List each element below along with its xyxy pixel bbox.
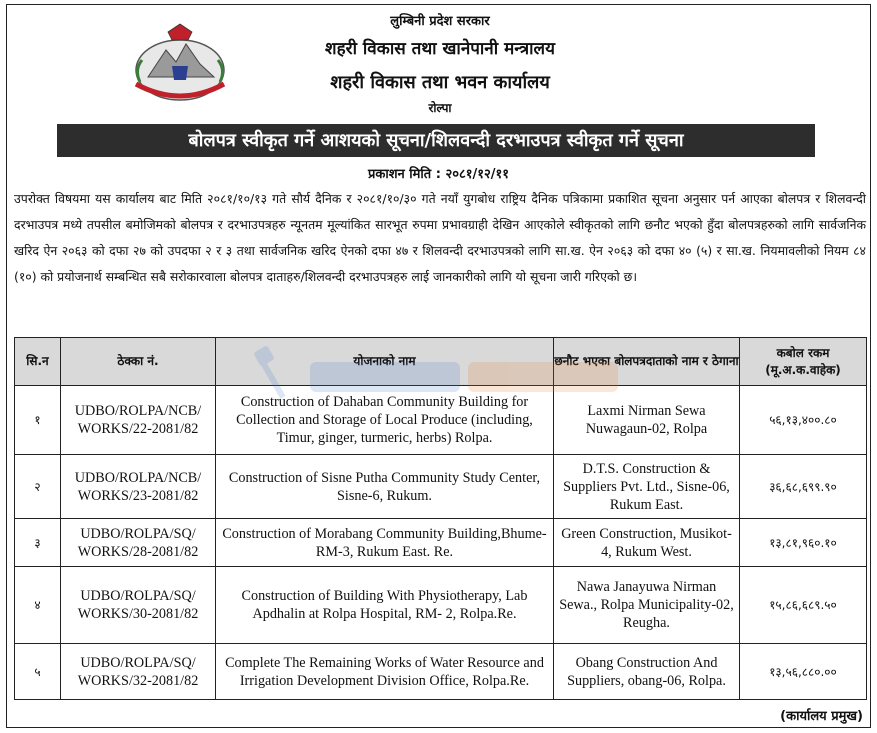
- row-contract-no: UDBO/ROLPA/NCB/ WORKS/22-2081/82: [61, 386, 216, 455]
- row-bidder: Nawa Janayuwa Nirman Sewa., Rolpa Municipality-02, Reugha.: [554, 567, 740, 644]
- table-row: [15, 386, 867, 455]
- table-row: [15, 455, 867, 519]
- row-project: Complete The Remaining Works of Water Resource and Irrigation Development Division Office, Rolpa.Re.: [216, 644, 554, 700]
- header-amount: कबोल रकम (मू.अ.क.वाहेक): [740, 338, 867, 386]
- nepal-emblem-icon: [128, 22, 232, 108]
- government-name: लुम्बिनी प्रदेश सरकार: [390, 14, 490, 29]
- row-bidder: D.T.S. Construction & Suppliers Pvt. Ltd., Sisne-06, Rukum East.: [554, 455, 740, 519]
- table-row: [15, 567, 867, 644]
- office-location: रोल्पा: [428, 101, 452, 115]
- notice-title-banner: बोलपत्र स्वीकृत गर्ने आशयको सूचना/शिलवन्दी दरभाउपत्र स्वीकृत गर्ने सूचना: [57, 124, 815, 157]
- header-project: योजनाको नाम: [216, 338, 554, 386]
- ministry-name: शहरी विकास तथा खानेपानी मन्त्रालय: [325, 39, 555, 59]
- row-project: Construction of Building With Physiotherapy, Lab Apdhalin at Rolpa Hospital, RM- 2, Rolpa.Re.: [216, 567, 554, 644]
- row-amount: १३,८१,९६०.१०: [740, 519, 867, 567]
- row-amount: ५६,१३,४००.८०: [740, 386, 867, 455]
- row-project: Construction of Dahaban Community Building for Collection and Storage of Local Produce (including, Timur, ginger, turmeric, herbs) Rolpa.: [216, 386, 554, 455]
- row-sn: १: [15, 386, 61, 455]
- publication-date: प्रकाशन मिति : २०८१/१२/११: [367, 167, 510, 182]
- office-chief-signature: (कार्यालय प्रमुख): [780, 709, 863, 724]
- row-bidder: Laxmi Nirman Sewa Nuwagaun-02, Rolpa: [554, 386, 740, 455]
- table-row: [15, 519, 867, 567]
- table-row: [15, 644, 867, 700]
- selected-bidders-table: [14, 337, 867, 700]
- row-project: Construction of Morabang Community Building,Bhume-RM-3, Rukum East. Re.: [216, 519, 554, 567]
- row-bidder: Obang Construction And Suppliers, obang-06, Rolpa.: [554, 644, 740, 700]
- row-contract-no: UDBO/ROLPA/SQ/ WORKS/28-2081/82: [61, 519, 216, 567]
- row-contract-no: UDBO/ROLPA/SQ/ WORKS/32-2081/82: [61, 644, 216, 700]
- row-contract-no: UDBO/ROLPA/NCB/ WORKS/23-2081/82: [61, 455, 216, 519]
- row-project: Construction of Sisne Putha Community Study Center, Sisne-6, Rukum.: [216, 455, 554, 519]
- office-name: शहरी विकास तथा भवन कार्यालय: [330, 72, 550, 93]
- row-sn: ५: [15, 644, 61, 700]
- row-sn: ३: [15, 519, 61, 567]
- header-sn: सि.न: [15, 338, 61, 386]
- header-bidder: छनौट भएका बोलपत्रदाताको नाम र ठेगाना: [554, 338, 740, 386]
- table-header-row: [15, 338, 867, 386]
- header-contract-no: ठेक्का नं.: [61, 338, 216, 386]
- row-amount: १५,८६,६८९.५०: [740, 567, 867, 644]
- row-amount: १३,५६,८८०.००: [740, 644, 867, 700]
- row-sn: ४: [15, 567, 61, 644]
- row-sn: २: [15, 455, 61, 519]
- notice-body: उपरोक्त विषयमा यस कार्यालय बाट मिति २०८१/१०/१३ गते सौर्य दैनिक र २०८१/१०/३० गते नयाँ युगबोध राष्ट्रिय दैनिक पत्रिकामा प्रकाशित सूचना अनुसार पर्न आएका बोलपत्र र शिलवन्दी दरभाउपत्र मध्ये तपसील बमोजिमको बोलपत्र र दरभाउपत्रहरु न्यूनतम मूल्यांकित सारभूत रुपमा प्रभावग्राही देखिन आएकोले स्वीकृतको लागि छनौट भएको हुँदा बोलपत्रहरुको लागि सार्वजनिक खरिद ऐन २०६३ को दफा २७ को उपदफा २ र ३ तथा सार्वजनिक खरिद ऐनको दफा ४७ र शिलवन्दी दरभाउपत्रको लागि सा.ख. ऐन २०६३ को दफा ४० (५) र सा.ख. नियमावलीको नियम ८४ (१०) को प्रयोजनार्थ सम्बन्धित सबै सरोकारवाला बोलपत्र दाताहरु/शिलवन्दी दरभाउपत्रहरु लाई जानकारीको लागि यो सूचना जारी गरिएको छ।: [14, 191, 866, 284]
- row-bidder: Green Construction, Musikot-4, Rukum West.: [554, 519, 740, 567]
- row-amount: ३६,६८,६९९.९०: [740, 455, 867, 519]
- row-contract-no: UDBO/ROLPA/SQ/ WORKS/30-2081/82: [61, 567, 216, 644]
